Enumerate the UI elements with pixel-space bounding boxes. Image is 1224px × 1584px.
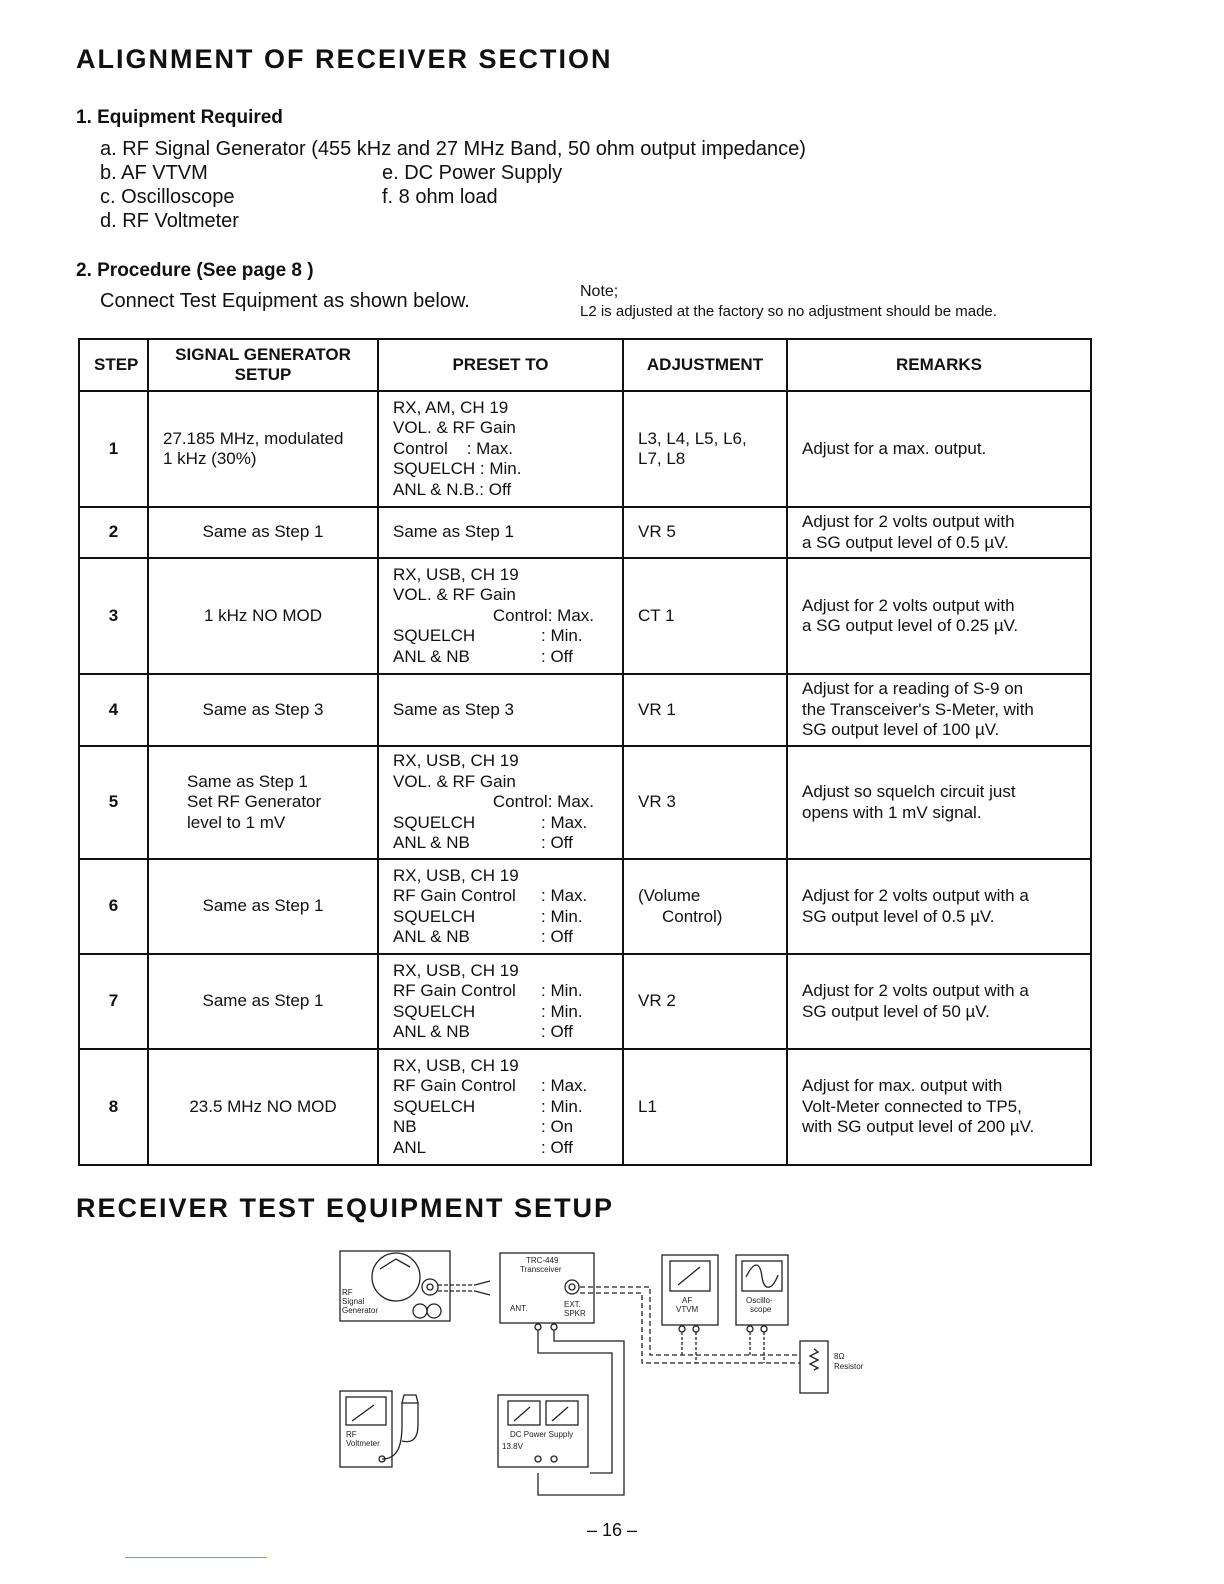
- preset-cell: RX, USB, CH 19 RF Gain Control : Max. SQUELCH : Min. NB : On ANL : Off: [378, 1049, 623, 1165]
- header-preset-to: PRESET TO: [378, 339, 623, 391]
- step-cell: 8: [79, 1049, 148, 1165]
- remarks-cell: Adjust for a reading of S-9 on the Transceiver's S-Meter, with SG output level of 100 µV.: [787, 674, 1091, 746]
- page-number: – 16 –: [586, 1520, 638, 1540]
- rf-gen-dial-icon: [372, 1253, 420, 1301]
- remarks-cell: Adjust for 2 volts output with a SG output level of 0.5 µV.: [787, 507, 1091, 558]
- adjustment-cell: L1: [623, 1049, 787, 1165]
- preset-cell: RX, USB, CH 19 RF Gain Control : Min. SQUELCH : Min. ANL & NB : Off: [378, 954, 623, 1049]
- svg-text:Generator: Generator: [342, 1306, 379, 1315]
- step-cell: 3: [79, 558, 148, 674]
- svg-text:VTVM: VTVM: [676, 1305, 699, 1314]
- page-title: ALIGNMENT OF RECEIVER SECTION: [76, 44, 613, 74]
- footer-divider: [125, 1557, 267, 1558]
- preset-cell: Same as Step 1: [378, 507, 623, 558]
- preset-cell: RX, USB, CH 19 VOL. & RF Gain Control: Max. SQUELCH : Max. ANL & NB : Off: [378, 746, 623, 859]
- svg-text:scope: scope: [750, 1305, 772, 1314]
- equipment-item-f: f. 8 ohm load: [382, 186, 498, 208]
- remarks-cell: Adjust for max. output with Volt-Meter connected to TP5, with SG output level of 200 µV.: [787, 1049, 1091, 1165]
- preset-pair: RF Gain Control : Max.: [393, 886, 588, 905]
- preset-pair: SQUELCH : Min.: [393, 906, 583, 926]
- equipment-item-d: d. RF Voltmeter: [100, 210, 239, 232]
- table-row: [79, 1049, 1091, 1165]
- equipment-item-b: b. AF VTVM: [100, 162, 208, 184]
- equipment-item-e: e. DC Power Supply: [382, 162, 563, 184]
- equipment-heading: 1. Equipment Required: [76, 107, 283, 128]
- header-adjustment: ADJUSTMENT: [623, 339, 787, 391]
- table-row: [79, 954, 1091, 1049]
- table-header-row: [79, 339, 1091, 391]
- preset-cell: RX, USB, CH 19 RF Gain Control : Max. SQUELCH : Min. ANL & NB : Off: [378, 859, 623, 954]
- svg-text:RF: RF: [342, 1288, 353, 1297]
- preset-cell: RX, USB, CH 19 VOL. & RF Gain Control: Max. SQUELCH : Min. ANL & NB : Off: [378, 558, 623, 674]
- remarks-cell: Adjust for 2 volts output with a SG output level of 50 µV.: [787, 954, 1091, 1049]
- equipment-item-c: c. Oscilloscope: [100, 186, 235, 208]
- table-row: [79, 507, 1091, 558]
- sg-cell: 23.5 MHz NO MOD: [148, 1049, 378, 1165]
- sg-cell: Same as Step 1 Set RF Generator level to 1 mV: [148, 746, 378, 859]
- preset-pair: SQUELCH : Max.: [393, 812, 588, 832]
- remarks-cell: Adjust for 2 volts output with a SG output level of 0.25 µV.: [787, 558, 1091, 674]
- svg-text:SPKR: SPKR: [564, 1309, 586, 1318]
- step-cell: 1: [79, 391, 148, 507]
- 8-ohm-resistor: [800, 1341, 828, 1393]
- equipment-item-a: a. RF Signal Generator (455 kHz and 27 MHz Band, 50 ohm output impedance): [100, 138, 806, 160]
- table-row: [79, 391, 1091, 507]
- table-row: [79, 674, 1091, 746]
- sg-cell: 27.185 MHz, modulated 1 kHz (30%): [148, 391, 378, 507]
- svg-text:TRC-449: TRC-449: [526, 1256, 559, 1265]
- sg-cell: 1 kHz NO MOD: [148, 558, 378, 674]
- preset-pair: ANL : Off: [393, 1137, 573, 1157]
- table-row: [79, 746, 1091, 859]
- sg-cell: Same as Step 1: [148, 507, 378, 558]
- oscilloscope: [736, 1255, 788, 1325]
- svg-text:EXT.: EXT.: [564, 1300, 581, 1309]
- header-step: STEP: [79, 339, 148, 391]
- adjustment-cell: VR 2: [623, 954, 787, 1049]
- alignment-table: [78, 338, 1092, 1166]
- preset-pair: ANL & NB : Off: [393, 833, 573, 853]
- preset-pair: ANL & NB : Off: [393, 1022, 573, 1041]
- step-cell: 5: [79, 746, 148, 859]
- adjustment-cell: L3, L4, L5, L6, L7, L8: [623, 391, 787, 507]
- preset-pair: SQUELCH : Min.: [393, 1096, 583, 1116]
- remarks-cell: Adjust so squelch circuit just opens with 1 mV signal.: [787, 746, 1091, 859]
- header-remarks: REMARKS: [787, 339, 1091, 391]
- sg-cell: Same as Step 1: [148, 859, 378, 954]
- preset-pair: RF Gain Control : Max.: [393, 1076, 588, 1096]
- svg-text:8Ω: 8Ω: [834, 1352, 845, 1361]
- header-signal-generator-setup: SIGNAL GENERATOR SETUP: [148, 339, 378, 391]
- adjustment-cell: VR 1: [623, 674, 787, 746]
- preset-pair: RF Gain Control : Min.: [393, 981, 583, 1000]
- rf-voltmeter: [340, 1391, 392, 1467]
- preset-pair: SQUELCH : Min.: [393, 1001, 583, 1021]
- svg-text:ANT.: ANT.: [510, 1304, 528, 1313]
- step-cell: 4: [79, 674, 148, 746]
- setup-diagram: [330, 1245, 890, 1515]
- setup-title: RECEIVER TEST EQUIPMENT SETUP: [76, 1193, 615, 1223]
- remarks-cell: Adjust for 2 volts output with a SG output level of 0.5 µV.: [787, 859, 1091, 954]
- adjustment-cell: (Volume Control): [623, 859, 787, 954]
- preset-pair: NB : On: [393, 1117, 574, 1137]
- preset-pair: ANL & NB : Off: [393, 927, 573, 946]
- svg-text:RF: RF: [346, 1430, 357, 1439]
- svg-text:Signal: Signal: [342, 1297, 365, 1306]
- note-text: L2 is adjusted at the factory so no adjustment should be made.: [580, 303, 997, 320]
- svg-text:Oscillo-: Oscillo-: [746, 1296, 773, 1305]
- svg-text:AF: AF: [682, 1296, 693, 1305]
- table-row: [79, 558, 1091, 674]
- step-cell: 7: [79, 954, 148, 1049]
- procedure-instruction: Connect Test Equipment as shown below.: [100, 290, 470, 312]
- step-cell: 2: [79, 507, 148, 558]
- remarks-cell: Adjust for a max. output.: [787, 391, 1091, 507]
- preset-cell: RX, AM, CH 19 VOL. & RF Gain Control : Max. SQUELCH : Min. ANL & N.B.: Off: [378, 391, 623, 507]
- svg-text:DC Power Supply: DC Power Supply: [510, 1430, 574, 1439]
- sg-cell: Same as Step 3: [148, 674, 378, 746]
- step-cell: 6: [79, 859, 148, 954]
- adjustment-cell: CT 1: [623, 558, 787, 674]
- adjustment-cell: VR 3: [623, 746, 787, 859]
- procedure-heading: 2. Procedure (See page 8 ): [76, 260, 314, 281]
- preset-cell: Same as Step 3: [378, 674, 623, 746]
- adjustment-cell: VR 5: [623, 507, 787, 558]
- note-label: Note;: [580, 283, 619, 300]
- table-row: [79, 859, 1091, 954]
- sg-cell: Same as Step 1: [148, 954, 378, 1049]
- svg-text:Voltmeter: Voltmeter: [346, 1439, 380, 1448]
- svg-text:Transceiver: Transceiver: [520, 1265, 562, 1274]
- svg-text:Resistor: Resistor: [834, 1362, 864, 1371]
- svg-text:13.8V: 13.8V: [502, 1442, 523, 1451]
